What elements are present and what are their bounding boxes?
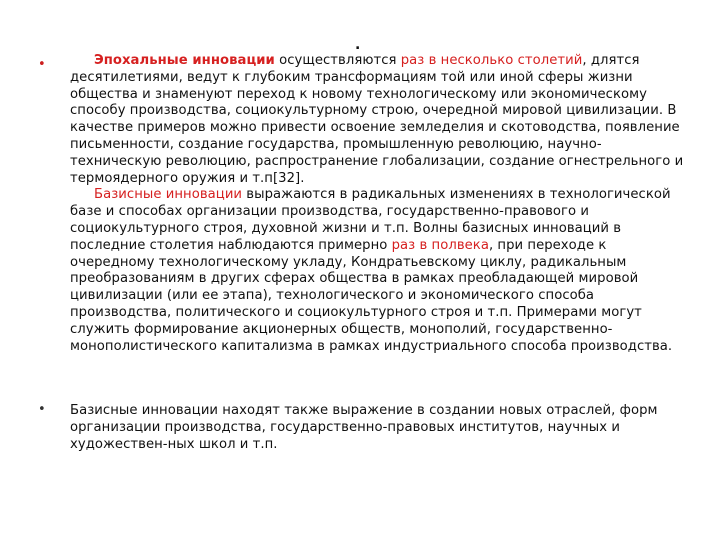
bullet-item-epochal-and-basic (70, 53, 692, 355)
highlight-frequency: раз в полвека (391, 237, 489, 253)
paragraph-basic-expression: Базисные инновации находят также выражение в создании новых отраслей, форм организации производства, государственно-правовых институтов, научных и художествен-ных школ и т.п. (70, 403, 658, 452)
title-mark: . (355, 37, 361, 53)
text-segment: , при переходе к очередному технологическому укладу, Кондратьевскому циклу, радикальным преобразованиям в других сферах общества в рамках преобладающей мировой цивилизации (или ее этапа), технологического и экономического способа производства, политического и социокультурного строя и т.п. Примерами могут служить формирование акционерных обществ, монополий, государственно-монополистического капитализма в рамках индустриального способа производства. (70, 237, 673, 354)
text-segment: выражаются в радикальных изменениях в технологической базе и способах организации производства, государственно-правового и социокультурного строя, духовной жизни и т.п. Волны базисных инноваций в последние столетия наблюдаются примерно (70, 187, 671, 253)
highlight-frequency: раз в несколько столетий (400, 53, 583, 68)
bullet-item-basic-expression (70, 403, 692, 453)
term-epochal-innovations: Эпохальные инновации (94, 53, 275, 68)
paragraph-epochal-innovations (70, 53, 692, 187)
text-segment: осуществляются (274, 53, 401, 68)
paragraph-basic-innovations (70, 187, 692, 355)
text-segment: , длятся десятилетиями, ведут к глубоким трансформациям той или иной сферы жизни общества и знаменуют переход к новому технологическому или экономическому способу производства, социокультурному строю, очередной мировой цивилизации. В качестве примеров можно привести освоение земледелия и скотоводства, появление письменности, создание государства, промышленную революцию, научно-техническую революцию, распространение глобализации, создание огнестрельного и термоядерного оружия и т.п[32]. (70, 53, 684, 186)
term-basic-innovations: Базисные инновации (94, 187, 243, 203)
bullet-marker: • (38, 402, 46, 417)
bullet-marker: • (38, 57, 46, 72)
